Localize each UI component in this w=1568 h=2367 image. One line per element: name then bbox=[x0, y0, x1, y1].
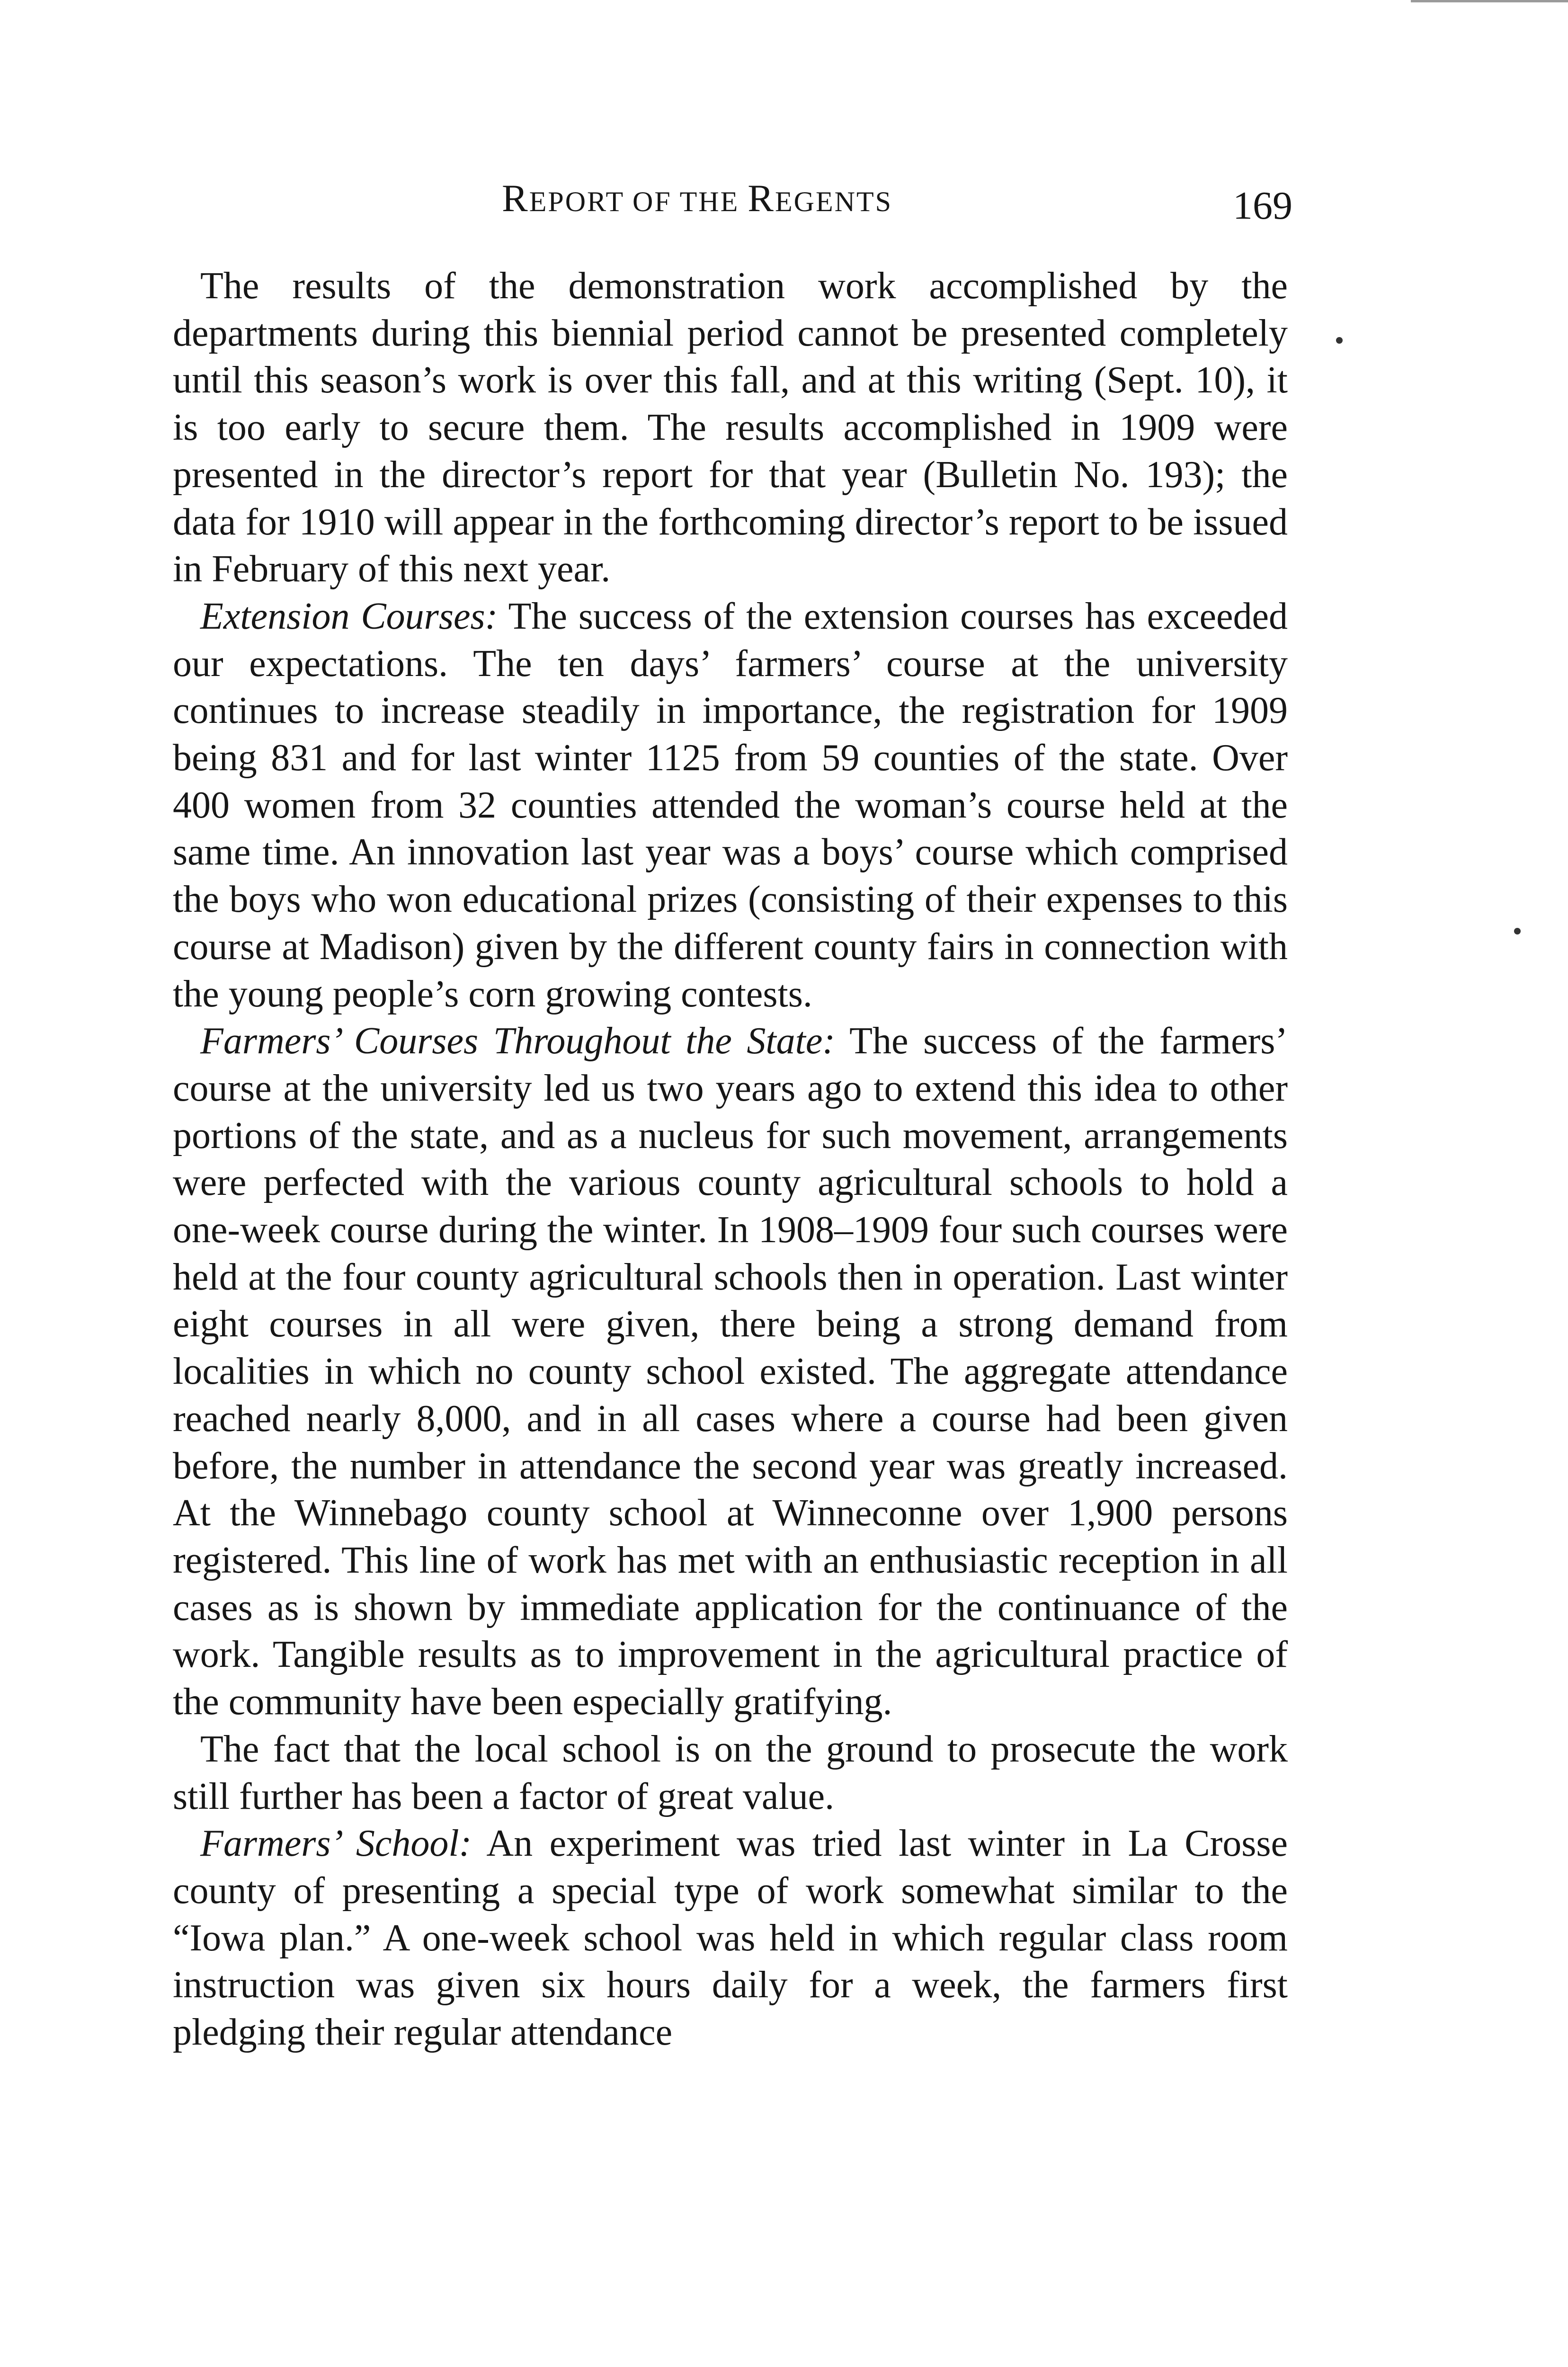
paragraph-farmers-courses-state bbox=[173, 1018, 1288, 1726]
paragraph-lead: Farmers’ Courses Throughout the State: bbox=[200, 1020, 836, 1062]
paragraph-body: An experiment was tried last winter in La Crosse county of presenting a special type of work somewhat similar to the “Iowa plan.” A one-week school was held in which regular class room instruction was given six hours daily for a week, the farmers first pledging their regular attendance bbox=[173, 1823, 1288, 2054]
top-edge-rule bbox=[1411, 0, 1568, 2]
paragraph-body: The fact that the local school is on the ground to prosecute the work still further has been a factor of great value. bbox=[173, 1728, 1288, 1817]
paragraph-local-school bbox=[173, 1726, 1288, 1820]
margin-speck bbox=[1336, 337, 1343, 344]
paragraph-body: The results of the demonstration work accomplished by the departments during this biennial period cannot be presented completely until this season’s work is over this fall, and at this writing (Sept. 10), it is too early to secure them. The results accomplished in 1909 were presented in the director’s report for that year (Bulletin No. 193); the data for 1910 will appear in the forthcoming director’s report to be issued in February of this next year. bbox=[173, 265, 1288, 590]
paragraph-farmers-school bbox=[173, 1820, 1288, 2056]
page-number: 169 bbox=[1233, 184, 1292, 228]
paragraph-extension-courses bbox=[173, 593, 1288, 1018]
paragraph-lead: Farmers’ School: bbox=[200, 1823, 472, 1865]
body-text bbox=[173, 263, 1288, 2056]
paragraph-body: The success of the extension courses has exceeded our expectations. The ten days’ farmers’ course at the university continues to increase steadily in importance, the registration for 1909 being 831 and for last winter 1125 from 59 counties of the state. Over 400 women from 32 counties attended the woman’s course held at the same time. An innovation last year was a boys’ course which comprised the boys who won educational prizes (consisting of their expenses to this course at Madison) given by the different county fairs in connection with the young people’s corn growing contests. bbox=[173, 595, 1288, 1015]
paragraph-demonstration-results bbox=[173, 263, 1288, 593]
paragraph-body: The success of the farmers’ course at the university led us two years ago to extend this idea to other portions of the state, and as a nucleus for such movement, arrangements were perfected with the various county agricultural schools to hold a one-week course during the winter. In 1908–1909 four such courses were held at the four county agricultural schools then in operation. Last winter eight courses in all were given, there being a strong demand from localities in which no county school existed. The aggregate attendance reached nearly 8,000, and in all cases where a course had been given before, the number in attendance the second year was greatly increased. At the Winnebago county school at Winneconne over 1,900 persons registered. This line of work has met with an enthusiastic reception in all cases as is shown by immediate application for the continuance of the work. Tangible results as to improvement in the agricultural practice of the community have been especially gratifying. bbox=[173, 1020, 1288, 1723]
running-head-rest-2: EGENTS bbox=[775, 186, 892, 217]
running-head-rest-1: EPORT OF THE bbox=[529, 186, 748, 217]
running-head-initial-1: R bbox=[502, 177, 529, 220]
paragraph-lead: Extension Courses: bbox=[200, 595, 498, 637]
margin-speck bbox=[1514, 928, 1521, 934]
running-head bbox=[502, 176, 892, 221]
running-head-initial-2: R bbox=[748, 177, 775, 220]
